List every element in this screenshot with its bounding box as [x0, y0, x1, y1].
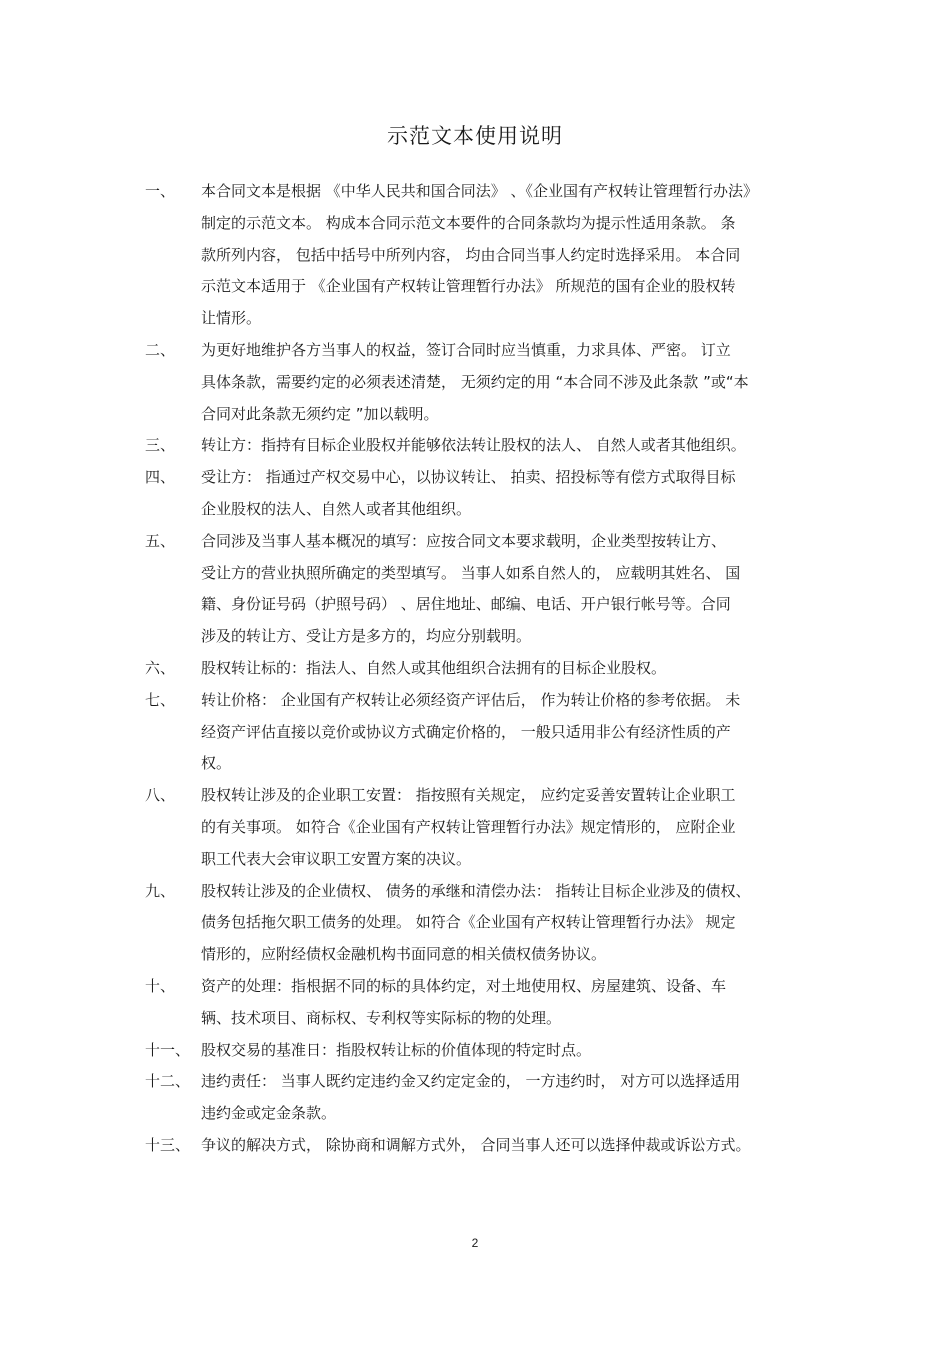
list-item	[145, 1130, 810, 1162]
item-number: 七、	[145, 690, 176, 709]
item-number: 四、	[145, 468, 176, 487]
item-text: 转让价格： 企业国有产权转让必须经资产评估后， 作为转让价格的参考依据。 未 经资产评估直接以竞价或协议方式确定价格的， 一般只适用非公有经济性质的产 权。	[201, 690, 741, 773]
list-item	[145, 526, 810, 653]
list-item	[145, 1066, 810, 1130]
page-number: 2	[471, 1236, 479, 1250]
item-text: 为更好地维护各方当事人的权益，签订合同时应当慎重，力求具体、严密。 订立 具体条款，需要约定的必须表述清楚， 无须约定的用 “本合同不涉及此条款 ”或“本 合同对此条款无须约定 ”加以载明。	[201, 340, 749, 423]
item-number: 九、	[145, 881, 176, 900]
item-text: 合同涉及当事人基本概况的填写：应按合同文本要求载明，企业类型按转让方、 受让方的营业执照所确定的类型填写。 当事人如系自然人的， 应载明其姓名、 国 籍、身份证号码（护照号码） 、居住地址、邮编、电话、开户银行帐号等。合同 涉及的转让方、受让方是多方的，均应分别载明。	[201, 531, 741, 646]
list-item	[145, 430, 810, 462]
item-number: 十三、	[145, 1135, 191, 1154]
list-item	[145, 176, 810, 335]
item-text: 本合同文本是根据 《中华人民共和国合同法》 、《企业国有产权转让管理暂行办法》 制定的示范文本。 构成本合同示范文本要件的合同条款均为提示性适用条款。 条 款所列内容， 包括中括号中所列内容， 均由合同当事人约定时选择采用。 本合同 示范文本适用于 《企业国有产权转让管理暂行办法》 所规范的国有企业的股权转 让情形。	[201, 182, 759, 328]
list-item	[145, 1035, 810, 1067]
item-text: 股权转让标的：指法人、自然人或其他组织合法拥有的目标企业股权。	[201, 658, 667, 677]
item-number: 六、	[145, 658, 176, 677]
list-item	[145, 971, 810, 1035]
item-number: 十一、	[145, 1040, 191, 1059]
item-number: 五、	[145, 531, 176, 550]
item-number: 十二、	[145, 1072, 191, 1091]
item-number: 一、	[145, 182, 176, 200]
item-text: 违约责任： 当事人既约定违约金又约定定金的， 一方违约时， 对方可以选择适用 违约金或定金条款。	[201, 1072, 741, 1123]
instruction-list	[145, 176, 810, 1162]
item-number: 十、	[145, 976, 176, 995]
item-number: 三、	[145, 436, 176, 455]
item-text: 资产的处理：指根据不同的标的具体约定，对土地使用权、房屋建筑、设备、车 辆、技术项目、商标权、专利权等实际标的物的处理。	[201, 976, 727, 1027]
list-item	[145, 780, 810, 875]
item-text: 股权交易的基准日：指股权转让标的价值体现的特定时点。	[201, 1040, 592, 1059]
list-item	[145, 876, 810, 971]
list-item	[145, 335, 810, 430]
item-text: 股权转让涉及的企业职工安置： 指按照有关规定， 应约定妥善安置转让企业职工 的有关事项。 如符合《企业国有产权转让管理暂行办法》规定情形的， 应附企业 职工代表大会审议职工安置方案的决议。	[201, 786, 736, 868]
list-item	[145, 653, 810, 685]
item-text: 受让方： 指通过产权交易中心，以协议转让、 拍卖、招投标等有偿方式取得目标 企业股权的法人、自然人或者其他组织。	[201, 468, 736, 518]
page-title: 示范文本使用说明	[387, 124, 563, 148]
item-text: 股权转让涉及的企业债权、 债务的承继和清偿办法： 指转让目标企业涉及的债权、 债务包括拖欠职工债务的处理。 如符合《企业国有产权转让管理暂行办法》 规定 情形的，应附经债权金融机构书面同意的相关债权债务协议。	[201, 881, 751, 964]
item-text: 转让方：指持有目标企业股权并能够依法转让股权的法人、 自然人或者其他组织。	[201, 436, 746, 455]
item-number: 八、	[145, 786, 176, 805]
list-item	[145, 685, 810, 780]
list-item	[145, 462, 810, 526]
item-text: 争议的解决方式， 除协商和调解方式外， 合同当事人还可以选择仲裁或诉讼方式。	[201, 1135, 751, 1154]
item-number: 二、	[145, 340, 176, 359]
